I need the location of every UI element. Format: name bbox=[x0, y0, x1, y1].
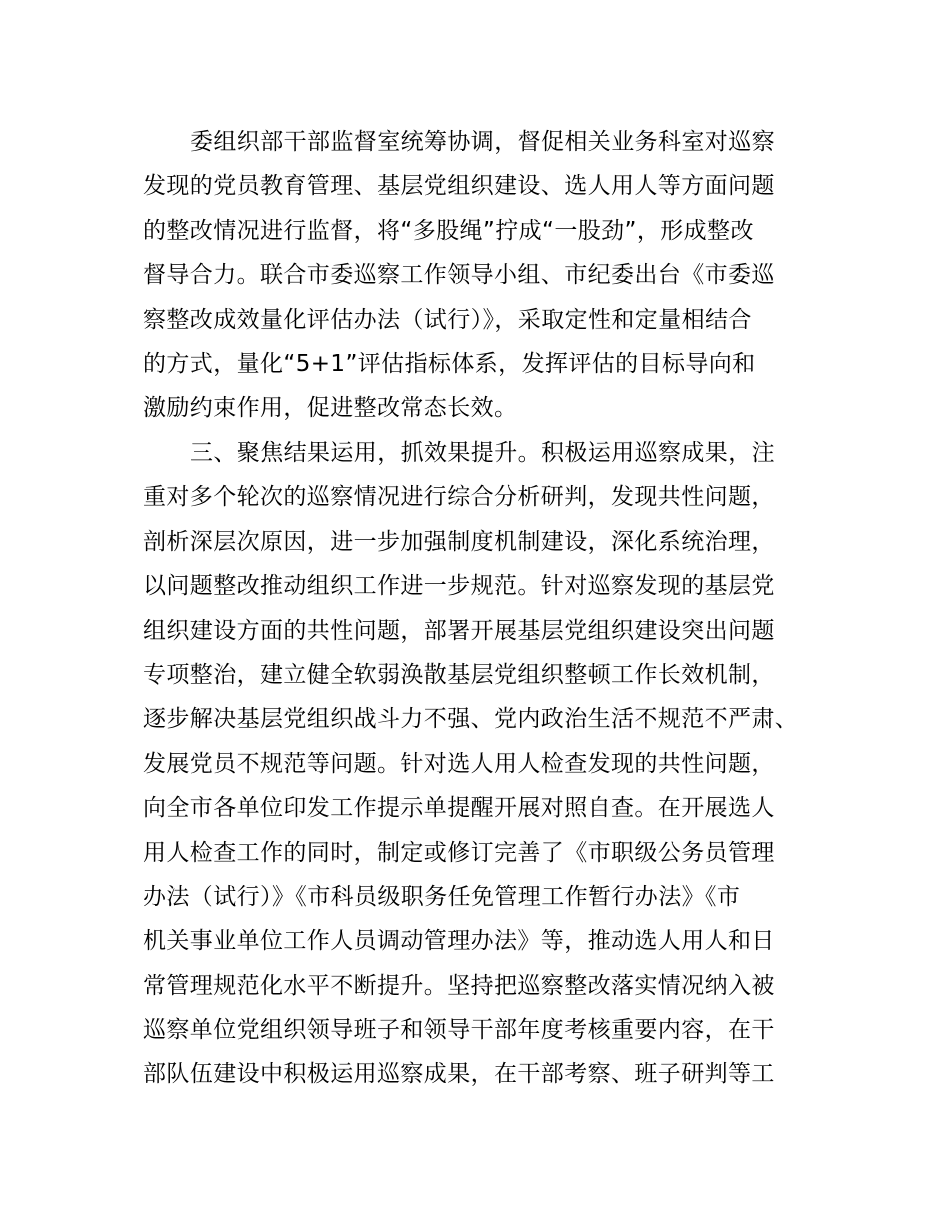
text-line: 常管理规范化水平不断提升。坚持把巡察整改落实情况纳入被 bbox=[143, 972, 775, 999]
text-line: 激励约束作用，促进整改常态长效。 bbox=[143, 395, 518, 422]
text-line: 委组织部干部监督室统筹协调，督促相关业务科室对巡察 bbox=[190, 129, 775, 155]
text-line: 专项整治，建立健全软弱涣散基层党组织整顿工作长效机制， bbox=[143, 661, 775, 688]
paragraph-2 bbox=[143, 431, 823, 1097]
text-line: 察整改成效量化评估办法（试行）》，采取定性和定量相结合 bbox=[143, 306, 752, 333]
text-line: 以问题整改推动组织工作进一步规范。针对巡察发现的基层党 bbox=[143, 573, 775, 600]
text-line: 逐步解决基层党组织战斗力不强、党内政治生活不规范不严肃、 bbox=[143, 706, 799, 733]
text-line: 巡察单位党组织领导班子和领导干部年度考核重要内容，在干 bbox=[143, 1017, 775, 1044]
text-line: 用人检查工作的同时，制定或修订完善了《市职级公务员管理 bbox=[143, 839, 775, 866]
text-line: 办法（试行）》《市科员级职务任免管理工作暂行办法》《市 bbox=[143, 883, 741, 910]
text-line: 组织建设方面的共性问题，部署开展基层党组织建设突出问题 bbox=[143, 617, 775, 644]
text-line: 发现的党员教育管理、基层党组织建设、选人用人等方面问题 bbox=[143, 173, 775, 200]
text-line: 剖析深层次原因，进一步加强制度机制建设，深化系统治理， bbox=[143, 528, 775, 555]
text-line: 重对多个轮次的巡察情况进行综合分析研判，发现共性问题， bbox=[143, 484, 775, 511]
text-line: 的方式，量化“5+1”评估指标体系，发挥评估的目标导向和 bbox=[143, 350, 756, 377]
text-line: 三、聚焦结果运用，抓效果提升。积极运用巡察成果，注 bbox=[190, 440, 775, 466]
text-line: 发展党员不规范等问题。针对选人用人检查发现的共性问题， bbox=[143, 750, 775, 777]
paragraph-1 bbox=[143, 120, 823, 431]
text-line: 机关事业单位工作人员调动管理办法》等，推动选人用人和日 bbox=[143, 928, 775, 955]
text-line: 部队伍建设中积极运用巡察成果，在干部考察、班子研判等工 bbox=[143, 1061, 775, 1088]
text-line: 的整改情况进行监督，将“多股绳”拧成“一股劲”，形成整改 bbox=[143, 217, 754, 244]
text-line: 向全市各单位印发工作提示单提醒开展对照自查。在开展选人 bbox=[143, 795, 775, 822]
text-line: 督导合力。联合市委巡察工作领导小组、市纪委出台《市委巡 bbox=[143, 262, 775, 289]
